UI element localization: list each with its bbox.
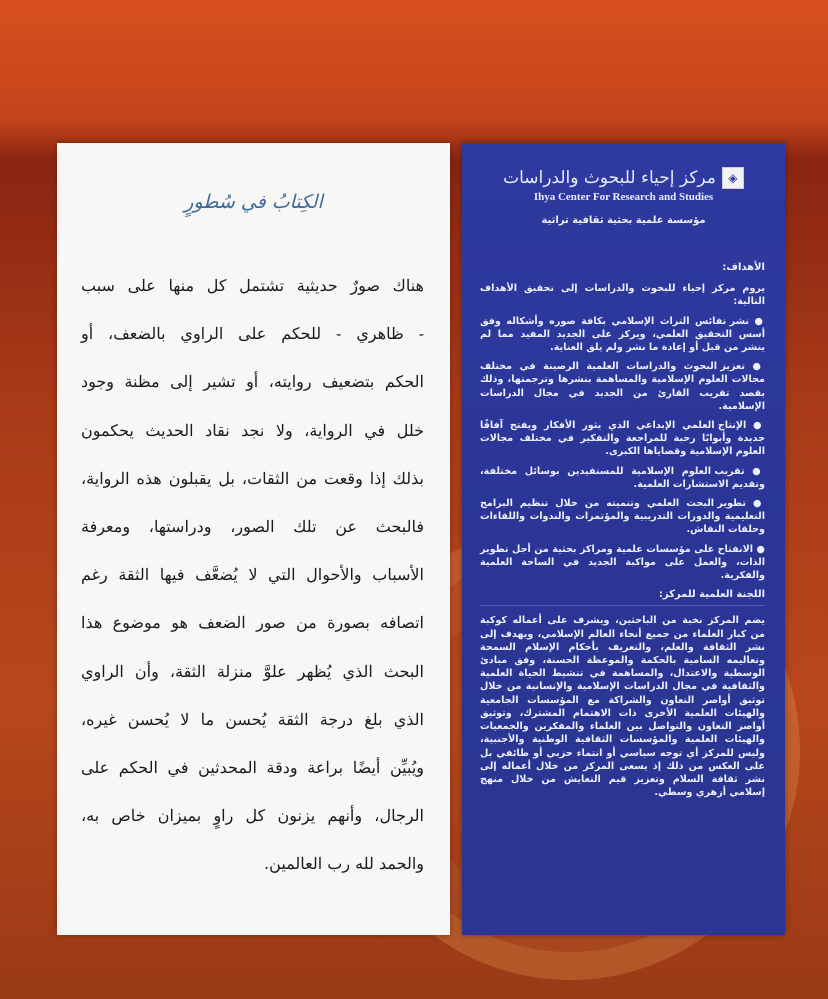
goal-item: ● الانفتاح على مؤسسات علمية ومراكز بحثية من أجل تطوير الذات، والعمل على مواكبة الجديد في الساحة العلمية والفكرية. — [480, 543, 765, 583]
committee-heading: اللجنة العلمية للمركز: — [480, 588, 765, 606]
summary-line: البحث الذي يُظهر علوَّ منزلة الثقة، وأن الراوي — [81, 661, 424, 681]
logo-english: Ihya Center For Research and Studies — [533, 191, 714, 203]
summary-text — [81, 271, 424, 897]
summary-line: بذلك إذا وقعت من الثقات، بل يقبلون هذه الرواية، — [81, 468, 424, 488]
goals-intro: يروم مركز إحياء للبحوث والدراسات إلى تحقيق الأهداف التالية: — [480, 283, 765, 308]
summary-line: هناك صورٌ حديثية تشتمل كل منها على سبب — [81, 276, 424, 295]
book-summary-panel — [57, 143, 450, 935]
summary-title: الكِتابُ في سُطورٍ — [184, 191, 323, 213]
summary-line: الأسباب والأحوال التي لا يُضعَّف فيها الثقة رغم — [81, 565, 424, 585]
publisher-content — [480, 261, 765, 805]
summary-line: اتصافه بصورة من صور الضعف هو موضوع هذا — [81, 613, 424, 633]
summary-line: والحمد لله رب العالمين. — [264, 854, 424, 874]
goal-item: ● الإنتاج العلمي الإبداعي الذي يثور الأفكار ويفتح آفاقًا جديدة وأبوابًا رحبة للمراجعة والتفكير في مختلف مجالات العلوم الإسلامية وقضاياها الكبرى. — [480, 419, 765, 459]
summary-line: خلل في الرواية، ولا نجد نقاد الحديث يحكمون — [81, 420, 425, 440]
publisher-info-panel — [462, 143, 785, 935]
goal-item: ● تعزيز البحوث والدراسات العلمية الرصينة في مختلف مجالات العلوم الإسلامية والمساهمة بنشرها وترجمتها، وذلك بقصد تقريب القارئ من الجديد في مجال الدراسات الإسلامية. — [480, 360, 765, 413]
logo-arabic: مركز إحياء للبحوث والدراسات — [503, 168, 716, 188]
tagline: مؤسسة علمية بحثية ثقافية تراثية — [541, 215, 706, 226]
goal-item: ● نشر نفائس التراث الإسلامي بكافة صوره وأشكاله وفق أسس التحقيق العلمي، ويركز على الجديد المفيد مما لم ينشر من قبل أو إعادة ما نشر ولم يلق العناية. — [480, 315, 765, 355]
summary-line: فالبحث عن تلك الصور، ودراستها، ومعرفة — [81, 516, 424, 536]
goal-item: ● تقريب العلوم الإسلامية للمستفيدين بوسائل مختلفة، وتقديم الاستشارات العلمية. — [480, 465, 765, 491]
emblem-icon: ◈ — [722, 167, 744, 189]
summary-line: الرجال، وأنهم يزنون كل راوٍ بميزان خاص به، — [81, 806, 424, 826]
goal-item: ● تطوير البحث العلمي وتنميته من خلال تنظيم البرامج التعليمية والدورات التدريبية والمؤتمرات والندوات واللقاءات وحلقات النقاش. — [480, 497, 765, 537]
summary-line: ويُبيِّن أيضًا براعة ودقة المحدثين في الحكم على — [81, 757, 424, 777]
summary-line: - ظاهري - للحكم على الراوي بالضعف، أو — [81, 324, 424, 344]
committee-text: يضم المركز نخبة من الباحثين، ويشرف على أعماله كوكبة من كبار العلماء من جميع أنحاء العالم الإسلامي، ويهدف إلى نشر الثقافة والعلم، والتعريف بأحكام الإسلام السمحة وتعاليمه السامية بالحكمة والموعظة الحسنة، وفق مبادئ الوسطية والاعتدال، والمساهمة في تنشيط الحياة العلمية والثقافية في مجال الدراسات الإسلامية والإنسانية من خلال توثيق أواصر التعاون والشراكة مع المؤسسات الجامعية والهيئات العلمية الأخرى ذات الاهتمام المشترك، وتوثيق أواصر التعاون والتواصل بين العلماء والمفكرين والجمعيات والهيئات العلمية والمؤسسات الثقافية الوطنية والأجنبية، وليس للمركز أي توجه سياسي أو انتماء حزبي أو طائفي بل على العكس من ذلك إذ يسعى المركز من خلال أعماله إلى نشر ثقافة السلام وتعزيز قيم التعايش من خلال منهج إسلامي أزهري وسطي. — [480, 615, 765, 799]
publisher-logo — [462, 167, 785, 226]
summary-line: الحكم بتضعيف روايته، أو تشير إلى مظنة وجود — [81, 372, 424, 392]
goals-heading: الأهداف: — [722, 262, 765, 273]
summary-line: الذي بلغ درجة الثقة يُحسن ما لا يُحسن غيره، — [81, 709, 424, 729]
